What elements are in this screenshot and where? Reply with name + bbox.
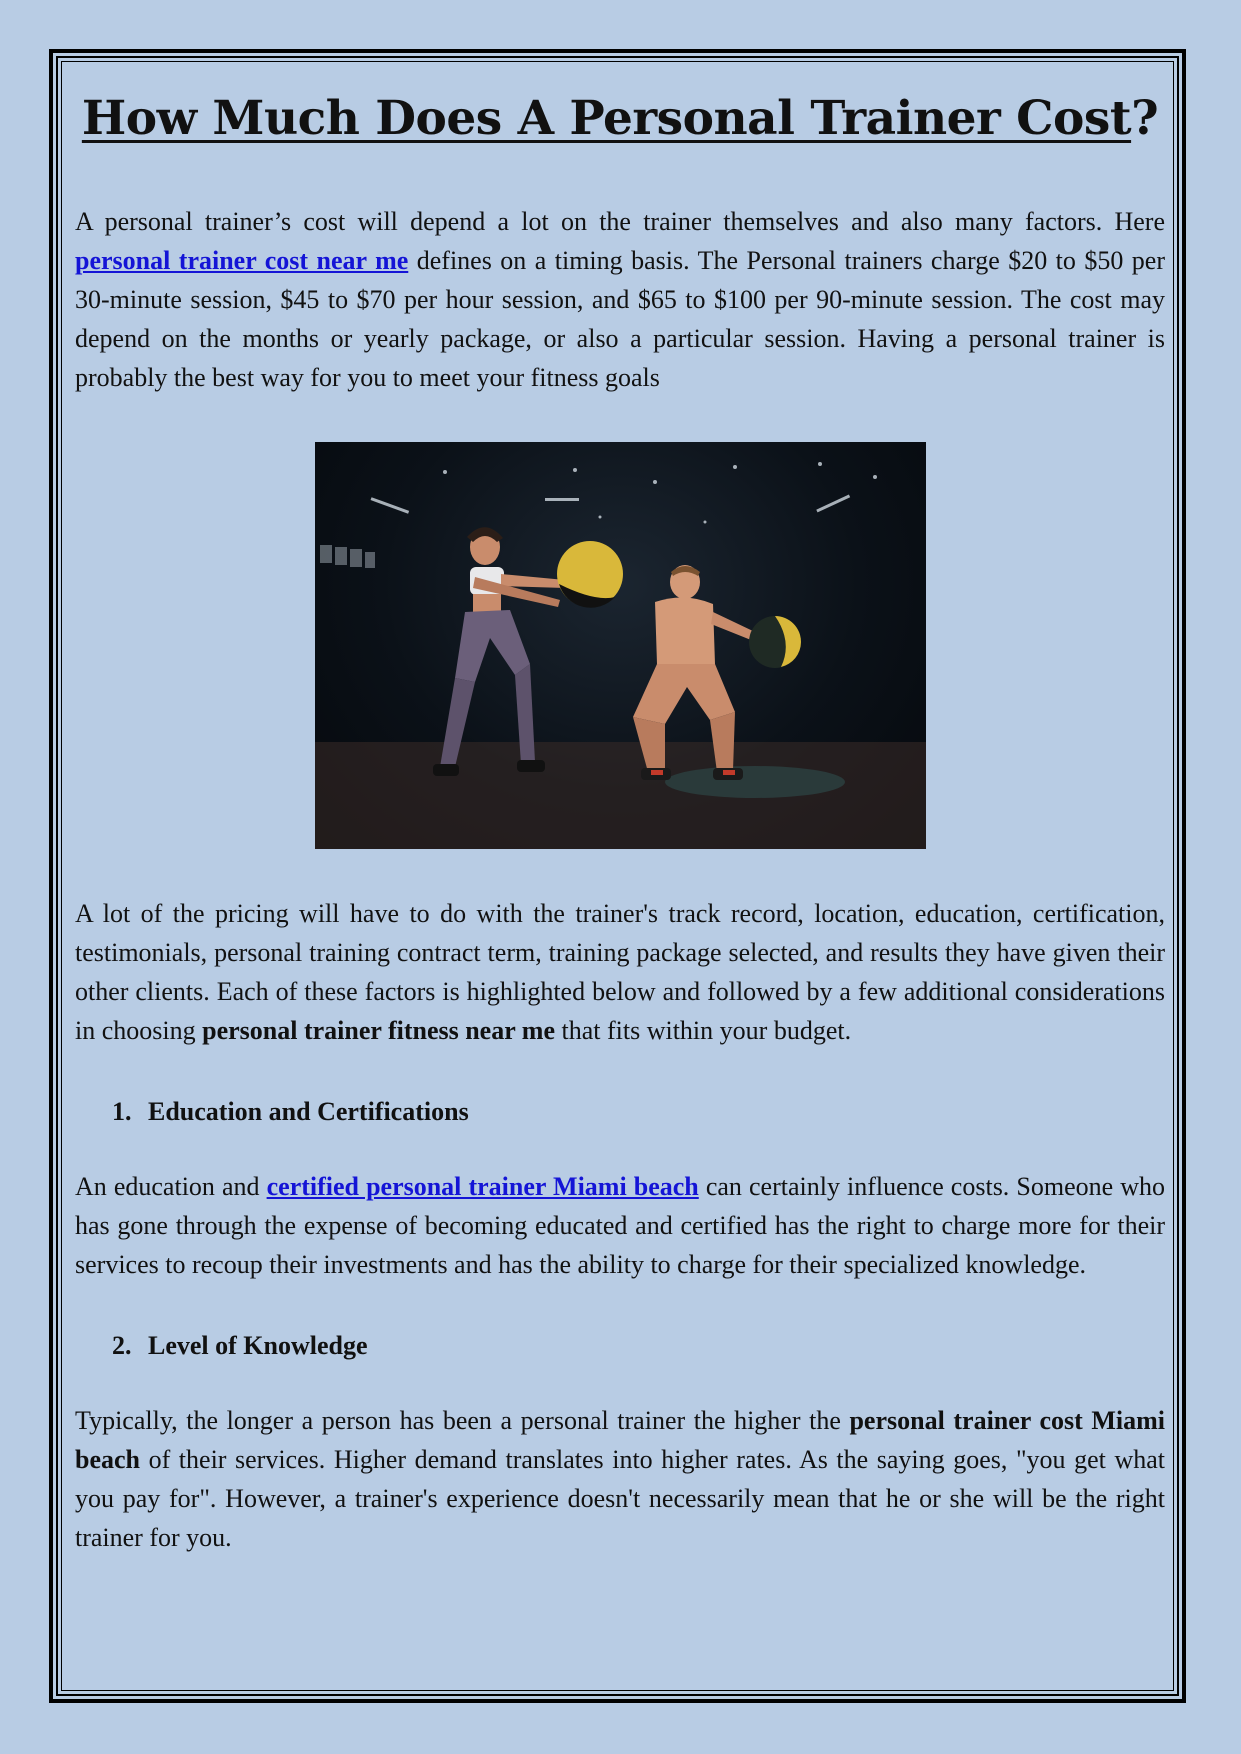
pricing-paragraph [75,894,1165,1050]
knowledge-bold-phrase: personal trainer cost Miami beach [75,1406,1166,1474]
knowledge-text-1: Typically, the longer a person has been a personal trainer the higher the [75,1406,850,1435]
section-heading-education [112,1092,1165,1131]
pricing-text-2: that fits within your budget. [555,1016,852,1045]
pricing-bold-phrase: personal trainer fitness near me [202,1016,555,1045]
certified-trainer-miami-link[interactable]: certified personal trainer Miami beach [266,1172,699,1201]
squat-training-image [315,442,926,849]
education-text-2: can certainly influence costs. Someone who has gone through the expense of becoming educated and certified has the right to charge more for their services to recoup their investments and has the ability to charge for their specialized knowledge. [75,1172,1165,1279]
section-heading-text: Education and Certifications [148,1097,469,1126]
page-title-text: How Much Does A Personal Trainer Cost [81,91,1132,146]
fitness-photo [315,442,926,849]
intro-text-2: defines on a timing basis. The Personal trainers charge $20 to $50 per 30-minute session, $45 to $70 per hour session, and $65 to $100 per 90-minute session. The cost may depend on the months or yearly package, or also a particular session. Having a personal trainer is probably the best way for you to meet your fitness goals [75,246,1166,392]
section-number: 1. [112,1097,132,1126]
section-number: 2. [112,1331,132,1360]
section-heading-text: Level of Knowledge [148,1331,368,1360]
intro-text-1: A personal trainer’s cost will depend a lot on the trainer themselves and also many factors. Here [75,207,1165,236]
document-content [75,70,1165,1557]
pricing-text-1: A lot of the pricing will have to do with the trainer's track record, location, education, certification, testimonials, personal training contract term, training package selected, and results they have given their other clients. Each of these factors is highlighted below and followed by a few additional considerations in choosing [75,899,1165,1045]
intro-paragraph [75,202,1165,397]
page-title [75,78,1165,160]
knowledge-paragraph [75,1401,1165,1557]
education-text-1: An education and [75,1172,267,1201]
page-title-qmark: ? [1131,91,1159,146]
section-heading-knowledge [112,1326,1165,1365]
knowledge-text-2: of their services. Higher demand translates into higher rates. As the saying goes, "you get what you pay for". However, a trainer's experience doesn't necessarily mean that he or she will be the right trainer for you. [75,1445,1165,1552]
education-paragraph [75,1167,1165,1284]
personal-trainer-cost-link[interactable]: personal trainer cost near me [75,246,409,275]
